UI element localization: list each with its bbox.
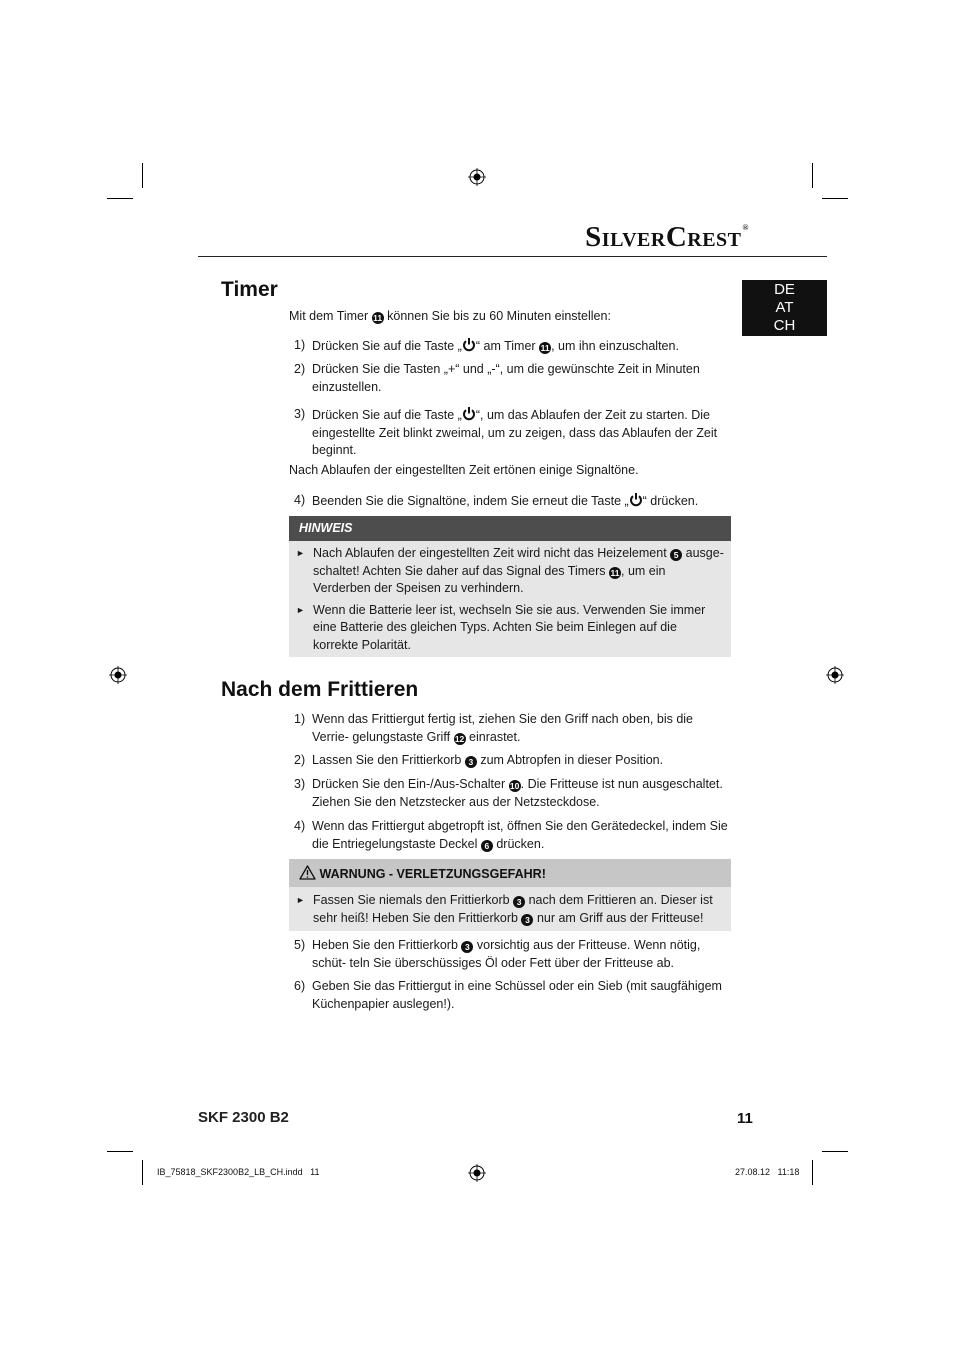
crop-mark bbox=[107, 1151, 133, 1152]
timer-step-1: 1) Drücken Sie auf die Taste „ “ am Timer 11 , um ihn einzuschalten. bbox=[294, 338, 679, 353]
frying-step-2: 2) Lassen Sie den Frittierkorb 3 zum Abtropfen in dieser Position. bbox=[294, 753, 664, 767]
registration-mark-icon bbox=[468, 168, 486, 186]
power-icon bbox=[629, 492, 643, 507]
ref-lid-badge: 6 bbox=[481, 840, 493, 852]
ref-timer-badge: 11 bbox=[373, 313, 383, 323]
ref-basket-badge: 3 bbox=[521, 914, 533, 926]
ref-basket-badge: 3 bbox=[465, 756, 477, 768]
ref-handle-badge: 12 bbox=[454, 733, 465, 744]
power-icon bbox=[462, 337, 476, 352]
frying-step-6: 6) Geben Sie das Frittiergut in eine Schüssel oder ein Sieb (mit saugfähigem Küchenpapier auslegen!). bbox=[294, 979, 722, 1011]
slug-file: IB_75818_SKF2300B2_LB_CH.indd 11 bbox=[157, 1167, 320, 1177]
crop-mark bbox=[822, 198, 848, 199]
timer-intro: Mit dem Timer 11 können Sie bis zu 60 Minuten einstellen: bbox=[289, 309, 611, 323]
slug-date: 27.08.12 11:18 bbox=[735, 1167, 800, 1177]
section-title-after-frying: Nach dem Frittieren bbox=[221, 678, 419, 701]
ref-heating-badge: 5 bbox=[670, 549, 682, 561]
brand-logo: SilverCrest® bbox=[585, 221, 749, 253]
note-bullet: ► Nach Ablaufen der eingestellten Zeit wird nicht das Heizelement 5 ausge- schaltet! Achten Sie daher auf das Signal des Timers 11 , um ein Verderben der Speisen zu verhindern. bbox=[296, 546, 724, 595]
ref-basket-badge: 3 bbox=[461, 941, 473, 953]
page-number: 11 bbox=[737, 1110, 753, 1127]
frying-step-4: 4) Wenn das Frittiergut abgetropft ist, öffnen Sie den Gerätedeckel, indem Sie die Entriegelungstaste Deckel 6 drücken. bbox=[294, 819, 728, 851]
bullet-arrow-icon: ► bbox=[296, 895, 305, 905]
language-tab bbox=[742, 280, 827, 336]
note-title: HINWEIS bbox=[289, 516, 731, 541]
registration-mark-icon bbox=[826, 666, 844, 684]
ref-switch-badge: 10 bbox=[509, 781, 520, 791]
warning-triangle-icon bbox=[299, 865, 316, 880]
bullet-arrow-icon: ► bbox=[296, 604, 305, 615]
header-rule bbox=[198, 256, 827, 257]
registration-mark-icon bbox=[468, 1164, 486, 1182]
power-icon bbox=[462, 406, 476, 421]
registration-mark-icon bbox=[109, 666, 127, 684]
warning-header bbox=[289, 859, 731, 887]
language-de: DE bbox=[774, 281, 795, 298]
ref-basket-badge: 3 bbox=[513, 896, 525, 908]
note-bullet: ► Wenn die Batterie leer ist, wechseln Sie sie aus. Verwenden Sie immer eine Batterie des gleichen Typs. Achten Sie beim Einlegen auf die korrekte Polarität. bbox=[296, 602, 706, 652]
frying-step-1: 1) Wenn das Frittiergut fertig ist, ziehen Sie den Griff nach oben, bis die Verrie- gelungstaste Griff 12 einrastet. bbox=[294, 712, 693, 744]
crop-mark bbox=[142, 163, 143, 188]
crop-mark bbox=[822, 1151, 848, 1152]
footer-model: SKF 2300 B2 bbox=[198, 1109, 289, 1126]
section-title-timer: Timer bbox=[221, 278, 278, 301]
frying-step-3: 3) Drücken Sie den Ein-/Aus-Schalter 10. Die Fritteuse ist nun ausgeschaltet. Ziehen Sie den Netzstecker aus der Netzsteckdose. bbox=[294, 777, 723, 809]
language-ch: CH bbox=[773, 317, 796, 334]
timer-step-2: 2) Drücken Sie die Tasten „+“ und „-“, um die gewünschte Zeit in Minuten einzustellen. bbox=[294, 362, 700, 394]
warning-title: WARNUNG - VERLETZUNGSGEFAHR! bbox=[319, 867, 546, 881]
timer-after-text: Nach Ablaufen der eingestellten Zeit ertönen einige Signaltöne. bbox=[289, 463, 639, 477]
warning-bullet: ► Fassen Sie niemals den Frittierkorb 3 nach dem Frittieren an. Dieser ist sehr heiß! Heben Sie den Frittierkorb 3 nur am Griff aus der Fritteuse! bbox=[296, 893, 713, 925]
crop-mark bbox=[107, 198, 133, 199]
ref-timer-badge: 11 bbox=[610, 567, 620, 578]
ref-timer-badge: 11 bbox=[540, 343, 550, 353]
warning-box bbox=[289, 859, 731, 931]
frying-step-5: 5) Heben Sie den Frittierkorb 3 vorsichtig aus der Fritteuse. Wenn nötig, schüt- teln Sie überschüssiges Öl oder Fett über der Fritteuse ab. bbox=[294, 938, 701, 970]
bullet-arrow-icon: ► bbox=[296, 548, 305, 558]
crop-mark bbox=[142, 1160, 143, 1185]
crop-mark bbox=[812, 163, 813, 188]
timer-step-4: 4) Beenden Sie die Signaltöne, indem Sie erneut die Taste „ “ drücken. bbox=[294, 493, 699, 508]
crop-mark bbox=[812, 1160, 813, 1185]
timer-step-3: 3) Drücken Sie auf die Taste „ “, um das Ablaufen der Zeit zu starten. Die eingestellte Zeit blinkt zweimal, um zu zeigen, dass das Ablaufen der Zeit beginnt. bbox=[294, 407, 718, 457]
note-box bbox=[289, 516, 731, 657]
language-at: AT bbox=[775, 299, 794, 316]
